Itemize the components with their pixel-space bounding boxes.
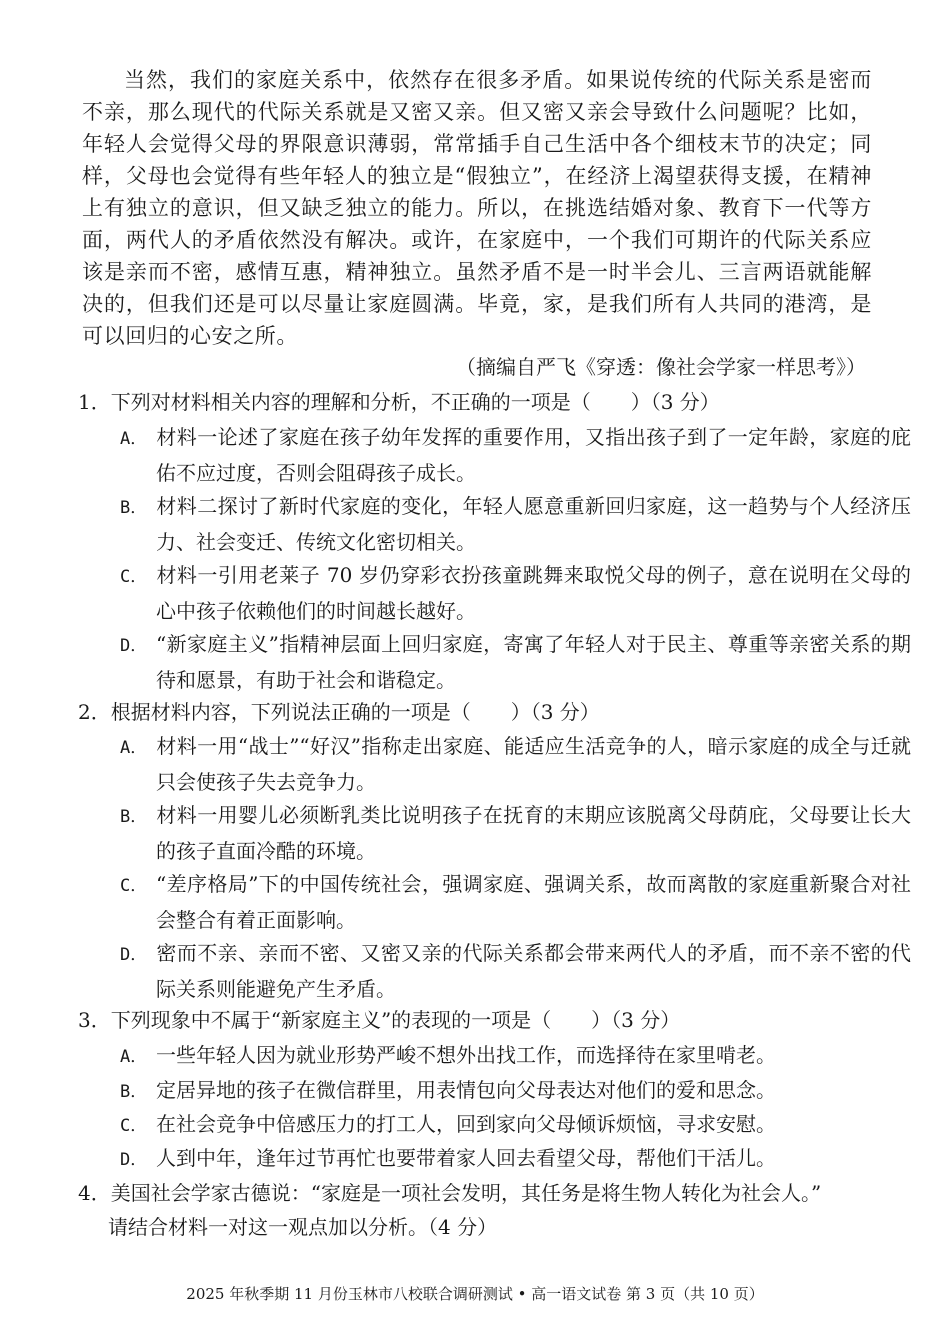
- option-text: 材料二探讨了新时代家庭的变化，年轻人愿意重新回归家庭，这一趋势与个人经济压力、社会变迁、传统文化密切相关。: [156, 494, 911, 554]
- option-letter: D．: [120, 1150, 148, 1170]
- question-4: [78, 1176, 878, 1244]
- option-text: 材料一用婴儿必须断乳类比说明孩子在抚育的末期应该脱离父母荫庇，父母要让长大的孩子直面冷酷的环境。: [156, 803, 911, 863]
- question-1-option-c: [120, 558, 911, 628]
- option-text: 材料一论述了家庭在孩子幼年发挥的重要作用，又指出孩子到了一定年龄，家庭的庇佑不应过度，否则会阻碍孩子成长。: [156, 425, 911, 485]
- question-1-option-b: [120, 489, 911, 559]
- question-1-option-a: [120, 420, 911, 490]
- question-2-option-d: [120, 936, 911, 1006]
- option-text: 一些年轻人因为就业形势严峻不想外出找工作，而选择待在家里啃老。: [156, 1043, 776, 1067]
- source-citation: （摘编自严飞《穿透：像社会学家一样思考》）: [456, 355, 866, 379]
- question-2: [78, 696, 878, 728]
- question-1-option-d: [120, 627, 911, 697]
- question-1: [78, 386, 878, 418]
- question-3-option-c: [120, 1107, 911, 1143]
- option-letter: A．: [120, 1047, 148, 1067]
- question-3-option-b: [120, 1073, 911, 1109]
- page-footer: 2025 年秋季期 11 月份玉林市八校联合调研测试 • 高一语文试卷 第 3 页（共 10 页）: [186, 1285, 764, 1303]
- option-text: 人到中年，逢年过节再忙也要带着家人回去看望父母，帮他们干活儿。: [156, 1146, 776, 1170]
- question-3-option-a: [120, 1038, 911, 1074]
- question-4-line-1: 4．美国社会学家古德说：“家庭是一项社会发明，其任务是将生物人转化为社会人。”: [78, 1181, 822, 1205]
- option-text: “差序格局”下的中国传统社会，强调家庭、强调关系，故而离散的家庭重新聚合对社会整合有着正面影响。: [156, 872, 911, 932]
- option-letter: D．: [120, 945, 148, 965]
- option-letter: B．: [120, 807, 148, 827]
- option-text: 在社会竞争中倍感压力的打工人，回到家向父母倾诉烦恼，寻求安慰。: [156, 1112, 776, 1136]
- option-letter: C．: [120, 567, 148, 587]
- question-2-option-c: [120, 867, 911, 937]
- option-letter: C．: [120, 1116, 148, 1136]
- question-2-stem: 2．根据材料内容，下列说法正确的一项是（ ）（3 分）: [78, 700, 600, 724]
- question-2-option-b: [120, 798, 911, 868]
- option-text: 密而不亲、亲而不密、又密又亲的代际关系都会带来两代人的矛盾，而不亲不密的代际关系则能避免产生矛盾。: [156, 941, 911, 1001]
- question-3-stem: 3．下列现象中不属于“新家庭主义”的表现的一项是（ ）（3 分）: [78, 1008, 681, 1032]
- option-letter: A．: [120, 738, 148, 758]
- option-letter: C．: [120, 876, 148, 896]
- option-text: “新家庭主义”指精神层面上回归家庭，寄寓了年轻人对于民主、尊重等亲密关系的期待和愿景，有助于社会和谐稳定。: [156, 632, 911, 692]
- option-text: 材料一用“战士”“好汉”指称走出家庭、能适应生活竞争的人，暗示家庭的成全与迁就只会使孩子失去竞争力。: [156, 734, 911, 794]
- question-4-line-2: 请结合材料一对这一观点加以分析。（4 分）: [108, 1215, 498, 1239]
- question-3-option-d: [120, 1141, 911, 1177]
- question-3: [78, 1004, 878, 1036]
- option-letter: B．: [120, 498, 148, 518]
- passage-paragraph: 当然，我们的家庭关系中，依然存在很多矛盾。如果说传统的代际关系是密而不亲，那么现代的代际关系就是又密又亲。但又密又亲会导致什么问题呢？比如，年轻人会觉得父母的界限意识薄弱，常常插手自己生活中各个细枝末节的决定；同样，父母也会觉得有些年轻人的独立是“假独立”，在经济上渴望获得支援，在精神上有独立的意识，但又缺乏独立的能力。所以，在挑选结婚对象、教育下一代等方面，两代人的矛盾依然没有解决。或许，在家庭中，一个我们可期许的代际关系应该是亲而不密，感情互惠，精神独立。虽然矛盾不是一时半会儿、三言两语就能解决的，但我们还是可以尽量让家庭圆满。毕竟，家，是我们所有人共同的港湾，是可以回归的心安之所。: [82, 68, 872, 348]
- option-letter: D．: [120, 636, 148, 656]
- question-1-stem: 1．下列对材料相关内容的理解和分析，不正确的一项是（ ）（3 分）: [78, 390, 720, 414]
- option-letter: A．: [120, 429, 148, 449]
- option-letter: B．: [120, 1082, 148, 1102]
- option-text: 材料一引用老莱子 70 岁仍穿彩衣扮孩童跳舞来取悦父母的例子，意在说明在父母的心中孩子依赖他们的时间越长越好。: [156, 563, 911, 623]
- question-2-option-a: [120, 729, 911, 799]
- option-text: 定居异地的孩子在微信群里，用表情包向父母表达对他们的爱和思念。: [156, 1078, 776, 1102]
